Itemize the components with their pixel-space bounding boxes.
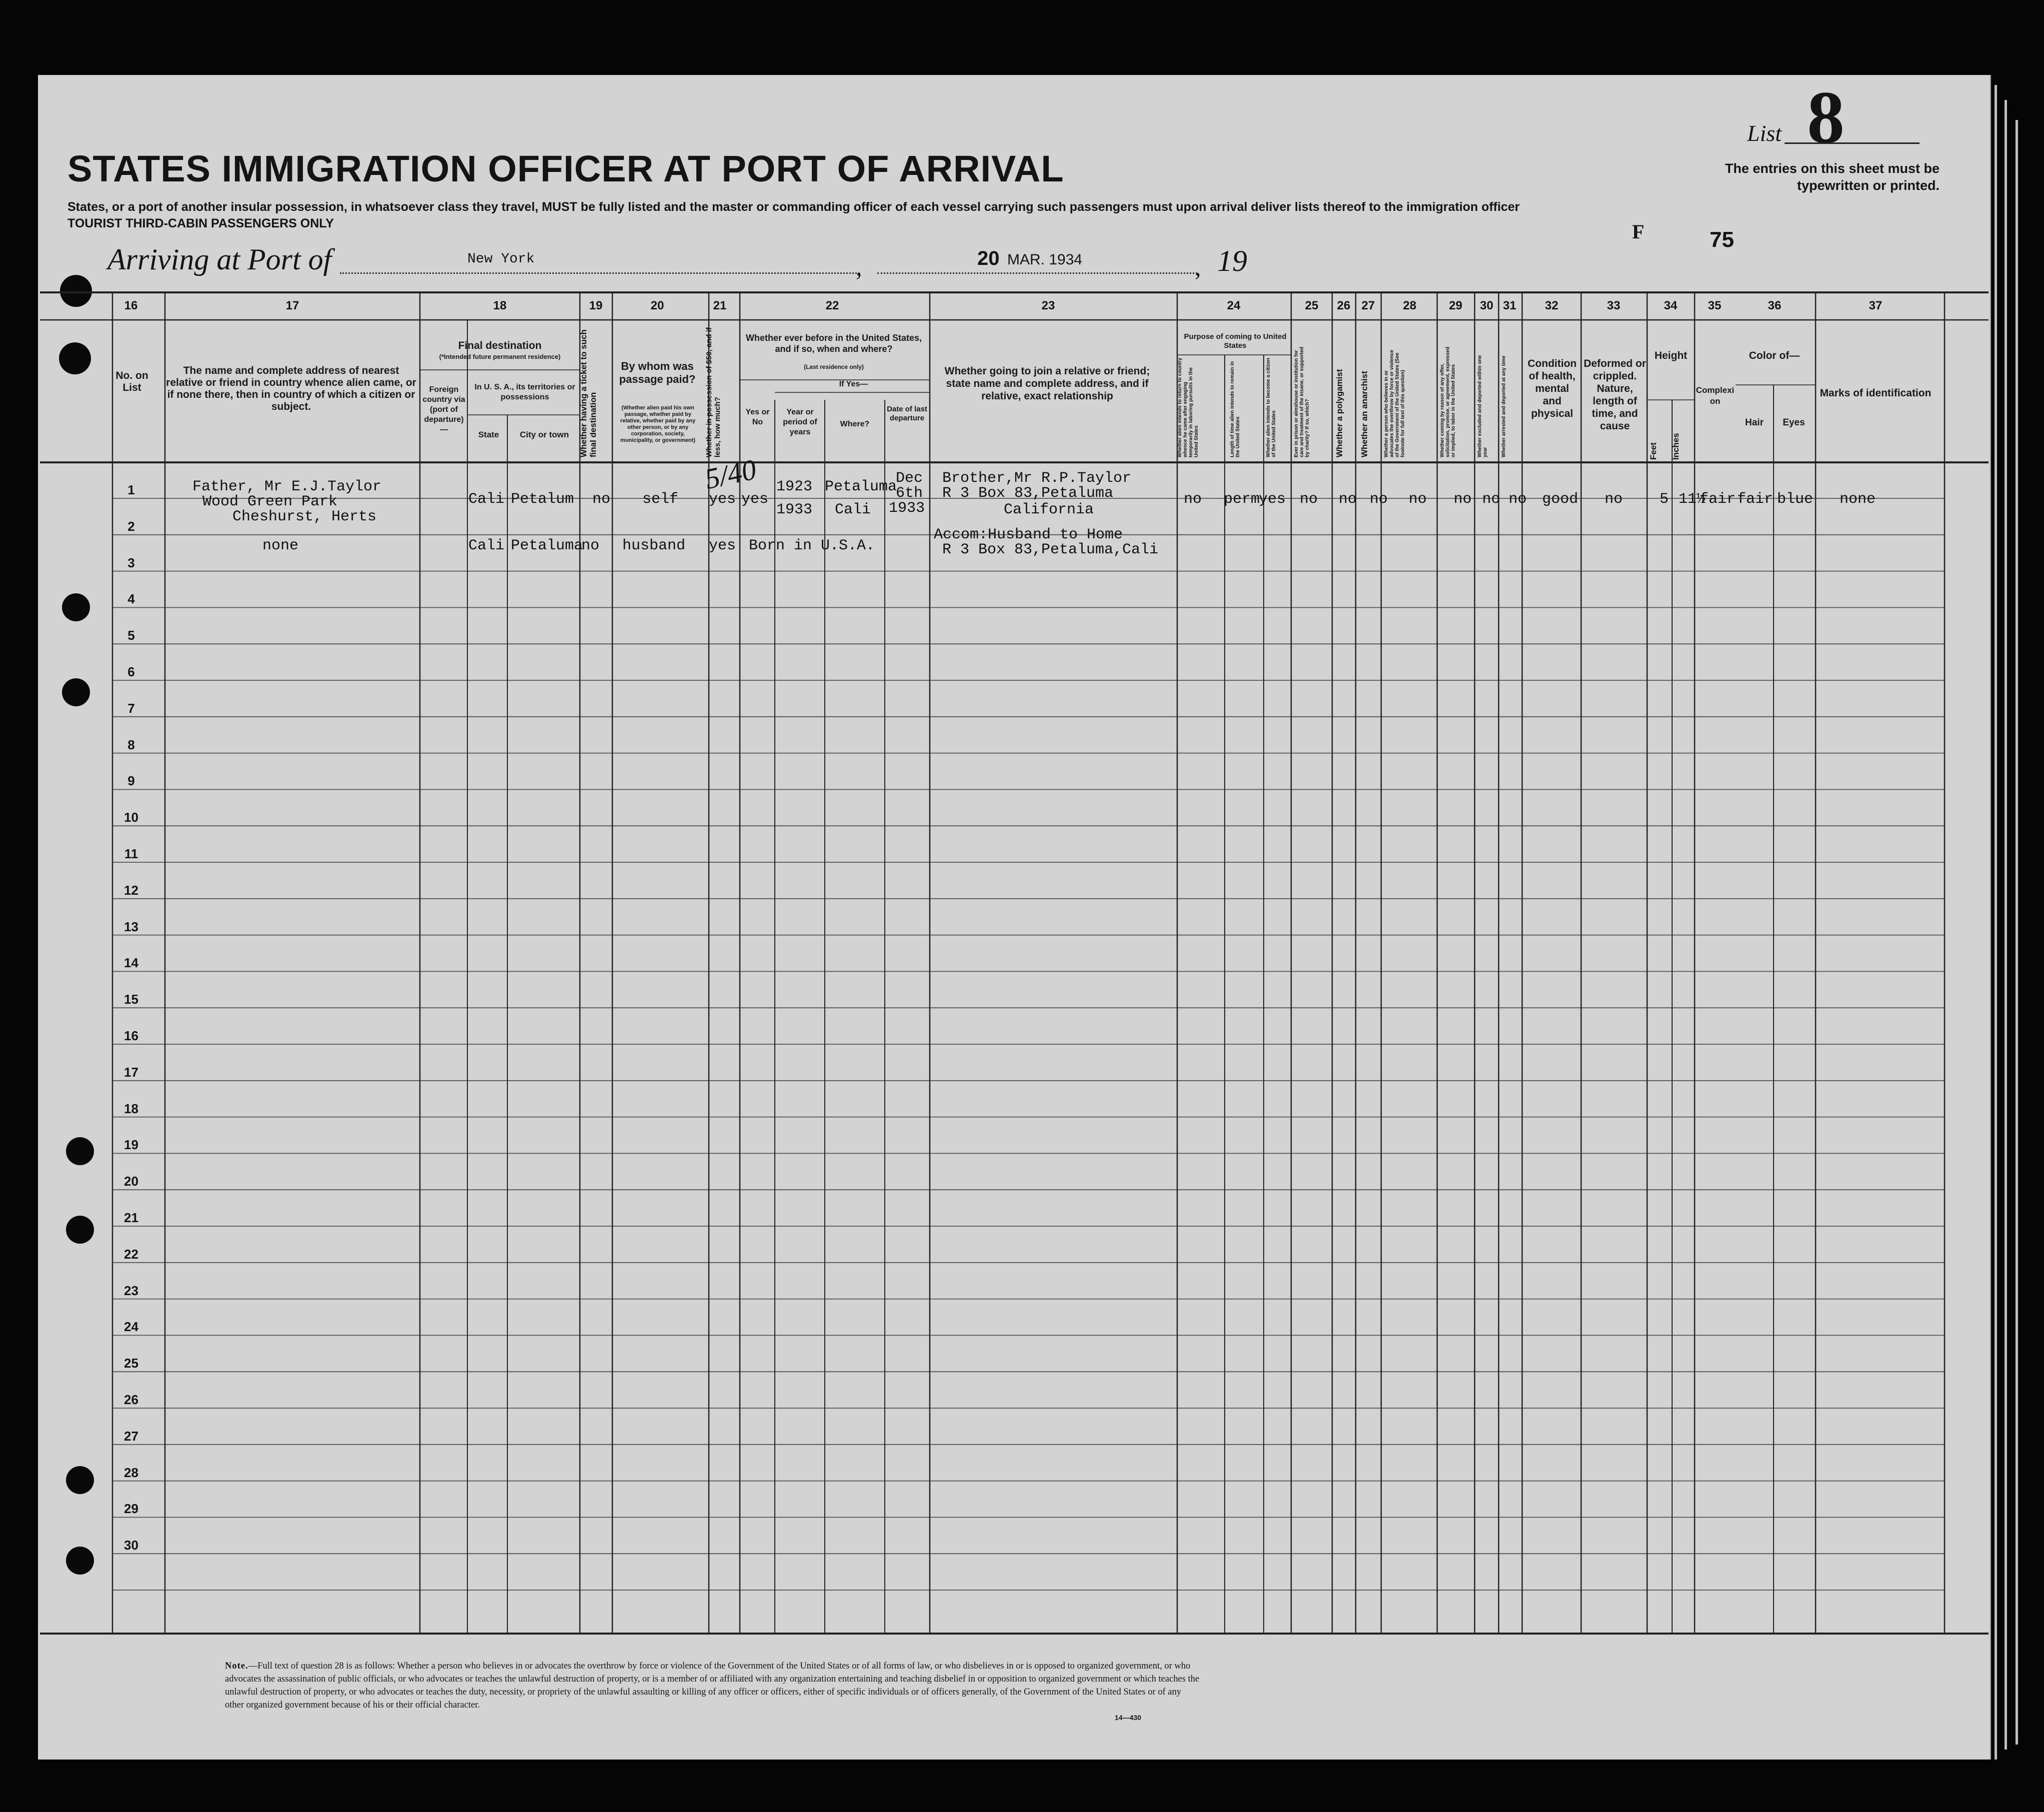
row-number: 25 [124, 1356, 138, 1371]
row1-state: Cali [468, 491, 505, 508]
row2-joining-line1: Accom:Husband to Home [934, 526, 1123, 543]
header-purpose: Purpose of coming to United States [1184, 332, 1287, 350]
row-number: 17 [124, 1064, 138, 1080]
column-number: 28 [1403, 299, 1417, 312]
footnote-label: Note. [225, 1661, 248, 1671]
row-number: 20 [124, 1174, 138, 1189]
header-state: State [478, 430, 499, 439]
row-number: 29 [124, 1501, 138, 1517]
column-number: 17 [285, 299, 299, 312]
header-joining-relative: Whether going to join a relative or friend; state name and complete address, and if relative, exact relationship [944, 365, 1150, 402]
column-number: 22 [825, 299, 839, 312]
row1-departure-2: 6th [896, 485, 923, 502]
row1-eyes: blue [1777, 491, 1814, 508]
row1-money-handwritten: 5/40 [702, 452, 759, 496]
row1-years-2: 1933 [776, 501, 813, 518]
row-number: 28 [124, 1465, 138, 1480]
column-number: 23 [1041, 299, 1055, 312]
cabin-class-note: TOURIST THIRD-CABIN PASSENGERS ONLY [67, 216, 334, 230]
row2-joining-line2: R 3 Box 83,Petaluma,Cali [942, 541, 1159, 558]
row1-paid-by: self [642, 491, 679, 508]
footnote-question-28 [225, 1660, 1200, 1712]
column-number: 16 [124, 299, 138, 312]
column-number: 34 [1664, 299, 1678, 312]
header-anarchist: Whether an anarchist [1360, 371, 1369, 457]
list-number: 8 [1807, 76, 1845, 159]
header-foreign-country: Foreign country via (port of departure)— [422, 385, 465, 434]
column-number: 20 [650, 299, 664, 312]
column-number: 30 [1480, 299, 1494, 312]
date-stamp-month-year: MAR. 1934 [1007, 251, 1083, 268]
row1-ticket: no [592, 491, 611, 508]
row1-health: good [1542, 491, 1579, 508]
form-subtitle: States, or a port of another insular possession, in whatsoever class they travel, MUST be fully listed and the master or commanding officer of each vessel carrying such passengers must upon arrival deliver lists thereof to the immigration officer [67, 200, 1520, 214]
header-if-yes: If Yes— [839, 380, 868, 388]
row2-before-in-us: Born in U.S.A. [749, 537, 875, 554]
row1-where-2: Cali [835, 501, 871, 518]
header-overthrow: Whether a person who believes in or advocates the overthrow by force or violence of the Government of the United States (See footnote for full text of this question) [1384, 349, 1406, 457]
row-number: 6 [127, 664, 135, 679]
row1-relative-line1: Father, Mr E.J.Taylor [192, 478, 382, 495]
row-number: 13 [124, 919, 138, 934]
row2-money: yes [709, 537, 736, 554]
row2-ticket: no [581, 537, 600, 554]
date-stamp-day: 20 [977, 247, 1000, 269]
row1-labor-offer: no [1454, 491, 1472, 508]
row1-joining-line2: R 3 Box 83,Petaluma [942, 485, 1114, 502]
column-number: 37 [1869, 299, 1883, 312]
port-name: New York [467, 251, 535, 267]
column-number: 29 [1449, 299, 1463, 312]
header-before-in-us: Whether ever before in the United States, and if so, when and where? [745, 333, 922, 354]
header-deformed: Deformed or crippled. Nature, length of time, and cause [1584, 358, 1646, 432]
row-number: 12 [124, 882, 138, 898]
row-number: 21 [124, 1210, 138, 1225]
row1-inches: 11½ [1679, 491, 1706, 508]
row-number: 18 [124, 1101, 138, 1116]
row-number: 10 [124, 810, 138, 825]
row1-relative-line2: Wood Green Park [202, 493, 338, 510]
sheet-number: 75 [1710, 227, 1734, 252]
footnote-text: —Full text of question 28 is as follows: Whether a person who believes in or advocates the overthrow by force or violence of the Government of the United States or of all forms of law, or who disbelieves in or is opposed to organized government, or who advocates the assassination of public officials, or who advocates or teaches the unlawful destruction of property, or is a member of or affiliated with any organization entertaining and teaching disbelief in or opposition to organized government or which teaches the unlawful destruction of property, or who advocates or teaches the duty, necessity, or propriety of the unlawful assaulting or killing of any officer or officers, either of specific individuals or of officers generally, of the Government of the United States or of any other organized government because of his or their official character. [225, 1661, 1200, 1710]
column-number: 27 [1361, 299, 1375, 312]
header-date-departure: Date of last departure [887, 405, 927, 422]
row1-feet: 5 [1660, 491, 1669, 508]
header-no-on-list: No. on List [115, 370, 148, 393]
row-number: 8 [127, 737, 135, 752]
row1-purpose-citizen: yes [1259, 491, 1286, 508]
row1-marks: none [1840, 491, 1876, 508]
row2-relative: none [262, 537, 299, 554]
form-number: 14—430 [1115, 1714, 1141, 1722]
header-in-usa: In U. S. A., its territories or possessions [474, 383, 575, 401]
form-title: STATES IMMIGRATION OFFICER AT PORT OF ARRIVAL [67, 148, 1064, 189]
column-number: 19 [589, 299, 603, 312]
header-before-in-us-sub: (Last residence only) [803, 363, 864, 370]
column-number: 26 [1337, 299, 1351, 312]
header-purpose-citizen: Whether alien intends to become a citizen of the United States [1266, 358, 1277, 457]
row-number: 4 [127, 591, 135, 607]
header-yes-or-no: Yes or No [745, 408, 770, 426]
header-passage-paid-sub: (Whether alien paid his own passage, whether paid by relative, whether paid by any other person, or by any corporation, society, municipality, or government) [620, 405, 696, 443]
row-number: 1 [127, 482, 135, 497]
row-number: 27 [124, 1428, 138, 1444]
row-number: 11 [124, 846, 138, 861]
header-purpose-length: Length of time alien intends to remain in the United States [1230, 361, 1241, 457]
row1-departure-1: Dec [896, 470, 923, 487]
row-number: 30 [124, 1538, 138, 1553]
header-excluded: Whether excluded and deported within one year [1477, 355, 1488, 457]
header-labor-offer: Whether coming by reason of any offer, solicitation, promise, or agreement, expressed or implied, to labor in the United States [1440, 346, 1456, 457]
header-polygamist: Whether a polygamist [1335, 369, 1344, 457]
header-marks: Marks of identification [1820, 387, 1932, 399]
header-passage-paid: By whom was passage paid? [619, 360, 696, 385]
header-health: Condition of health, mental and physical [1528, 358, 1577, 419]
header-inches: Inches [1671, 433, 1681, 460]
row1-before-in-us: yes [741, 491, 769, 508]
header-relative-address: The name and complete address of nearest relative or friend in country whence alien came, or if none there, then in country of which a citizen or subject. [166, 365, 416, 412]
header-final-destination-sub: (*Intended future permanent residence) [439, 353, 561, 360]
row-number: 19 [124, 1137, 138, 1153]
header-money: Whether in possession of $50, and if less, how much? [705, 327, 722, 457]
row1-joining-line3: California [1004, 501, 1094, 518]
row-number: 23 [124, 1283, 138, 1298]
row1-deported: no [1509, 491, 1527, 508]
header-final-destination: Final destination [458, 340, 542, 351]
header-purpose-return: Whether alien intends to return to country whence he came after engaging temporarily in laboring pursuits in the United States [1177, 357, 1199, 457]
row1-complexion: fair [1700, 491, 1736, 508]
entries-note: The entries on this sheet must be typewritten or printed. [1725, 161, 1940, 193]
year-prefix: 19 [1217, 244, 1247, 277]
row1-anarchist: no [1370, 491, 1388, 508]
row1-money: yes [709, 491, 736, 508]
row-number: 9 [127, 773, 135, 789]
row-number: 7 [127, 700, 135, 716]
column-number: 35 [1708, 299, 1722, 312]
header-deported: Whether arrested and deported at any time [1501, 355, 1507, 457]
header-height: Height [1654, 350, 1688, 361]
row-number: 2 [127, 518, 135, 534]
row-number: 15 [124, 992, 138, 1007]
row-number: 24 [124, 1319, 138, 1335]
column-number: 36 [1768, 299, 1782, 312]
arriving-label: Arriving at Port of [107, 243, 332, 276]
header-prison: Ever in prison or almshouse or institution for care and treatment of the insane, or supported by charity? If so, which? [1294, 346, 1310, 457]
header-complexion: Complexion [1696, 385, 1735, 406]
header-color-of: Color of— [1749, 350, 1800, 361]
column-number: 33 [1607, 299, 1621, 312]
row2-city: Petaluma [511, 537, 583, 554]
list-label: List [1747, 120, 1782, 146]
row-number: 3 [127, 555, 135, 570]
row2-state: Cali [468, 537, 505, 554]
row-number: 22 [124, 1246, 138, 1262]
row1-years-1: 1923 [776, 478, 813, 495]
comma: , [1195, 253, 1201, 281]
header-where: Where? [840, 420, 870, 428]
row-number: 16 [124, 1028, 138, 1043]
row1-joining-line1: Brother,Mr R.P.Taylor [942, 470, 1132, 487]
row1-polygamist: no [1339, 491, 1357, 508]
column-number: 25 [1305, 299, 1319, 312]
row-number: 14 [124, 955, 138, 971]
header-hair: Hair [1745, 417, 1764, 428]
row1-where-1: Petaluma [825, 478, 897, 495]
row1-excluded: no [1482, 491, 1501, 508]
row1-city: Petalum [511, 491, 574, 508]
column-number: 21 [713, 299, 727, 312]
column-number: 31 [1503, 299, 1517, 312]
row1-deformed: no [1605, 491, 1623, 508]
row1-hair: fair [1737, 491, 1774, 508]
row1-relative-line3: Cheshurst, Herts [232, 508, 377, 525]
stamp-mark: F [1632, 220, 1645, 243]
row1-purpose-return: no [1184, 491, 1202, 508]
header-ticket: Whether having a ticket to such final destination [579, 329, 598, 457]
row1-departure-3: 1933 [889, 500, 925, 517]
header-year-period: Year or period of years [783, 408, 817, 436]
row1-overthrow: no [1409, 491, 1427, 508]
row-number: 26 [124, 1392, 138, 1407]
header-city: City or town [519, 430, 569, 439]
header-eyes: Eyes [1783, 417, 1805, 428]
header-feet: Feet [1649, 442, 1658, 460]
row2-paid-by: husband [622, 537, 686, 554]
column-number: 24 [1227, 299, 1241, 312]
row1-purpose-length: perm [1224, 491, 1260, 508]
column-number: 32 [1545, 299, 1559, 312]
row1-prison: no [1300, 491, 1318, 508]
column-number: 18 [493, 299, 507, 312]
comma: , [856, 253, 862, 281]
row-number: 5 [127, 628, 135, 643]
